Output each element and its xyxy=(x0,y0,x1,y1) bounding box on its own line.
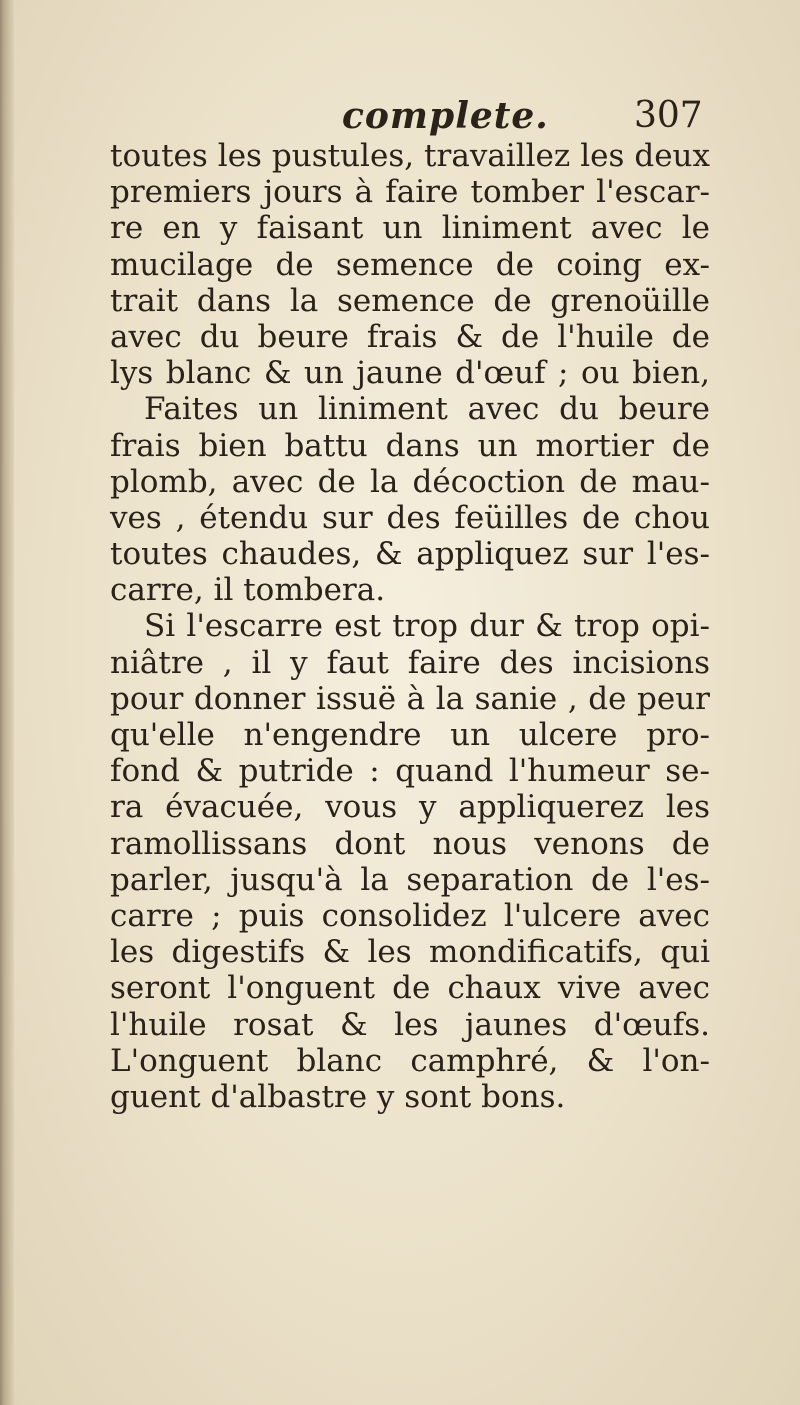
text-line: L'onguent blanc camphré, & l'on- xyxy=(110,1042,710,1079)
text-line: premiers jours à faire tomber l'escar- xyxy=(110,174,710,211)
text-line: ra évacuée, vous y appliquerez les xyxy=(110,789,710,826)
text-line: fond & putride : quand l'humeur se- xyxy=(110,753,710,790)
text-line: toutes les pustules, travaillez les deux xyxy=(110,138,710,174)
text-line: lys blanc & un jaune d'œuf ; ou bien, xyxy=(110,355,710,392)
text-line: niâtre , il y faut faire des incisions xyxy=(110,644,710,681)
text-line: Faites un liniment avec du beure xyxy=(144,391,710,428)
text-line: carre ; puis consolidez l'ulcere avec xyxy=(110,897,710,934)
body-text xyxy=(110,138,710,1115)
text-line: seront l'onguent de chaux vive avec xyxy=(110,970,710,1007)
page-gutter xyxy=(0,0,14,1405)
text-line: parler, jusqu'à la separation de l'es- xyxy=(110,861,710,898)
text-line: mucilage de semence de coing ex- xyxy=(110,246,710,283)
text-line: toutes chaudes, & appliquez sur l'es- xyxy=(110,536,710,573)
running-head-title: complete. xyxy=(342,95,549,137)
text-line: re en y faisant un liniment avec le xyxy=(110,210,710,247)
text-line: trait dans la semence de grenoüille xyxy=(110,282,710,319)
text-line: Si l'escarre est trop dur & trop opi- xyxy=(144,608,710,645)
page-number: 307 xyxy=(634,95,703,136)
text-line: les digestifs & les mondificatifs, qui xyxy=(110,934,710,971)
text-line: ves , étendu sur des feüilles de chou xyxy=(110,499,710,536)
text-line: l'huile rosat & les jaunes d'œufs. xyxy=(110,1006,710,1043)
text-line: pour donner issuë à la sanie , de peur xyxy=(110,680,710,717)
text-line: carre, il tombera. xyxy=(110,572,386,609)
text-line: plomb, avec de la décoction de mau- xyxy=(110,463,710,500)
text-line: qu'elle n'engendre un ulcere pro- xyxy=(110,717,710,753)
text-line: avec du beure frais & de l'huile de xyxy=(110,318,710,355)
text-line: guent d'albastre y sont bons. xyxy=(110,1078,566,1115)
text-line: frais bien battu dans un mortier de xyxy=(110,427,710,464)
text-line: ramollissans dont nous venons de xyxy=(110,825,710,862)
